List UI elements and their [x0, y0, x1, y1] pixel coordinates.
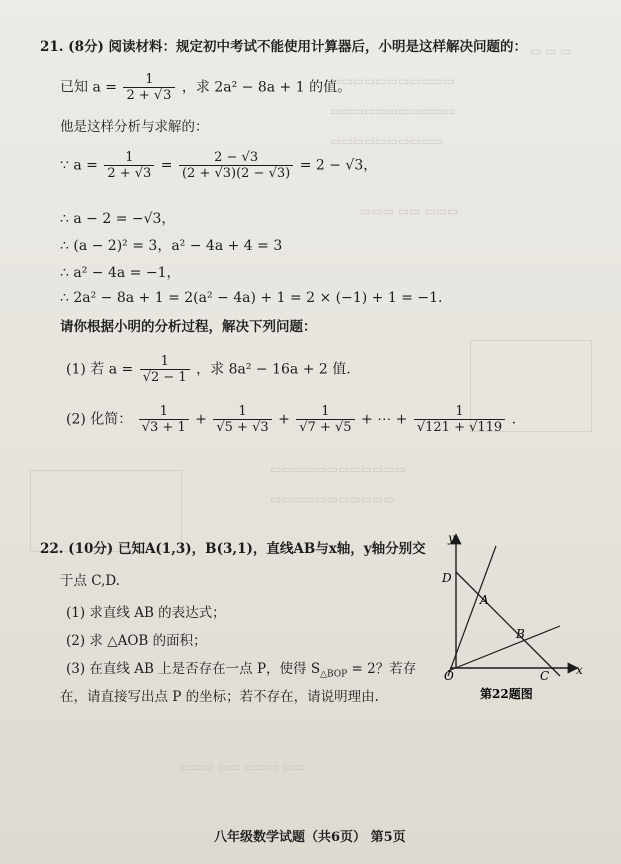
label-a: A: [480, 593, 489, 607]
bleed-through-text: ▭▭▭▭▭▭▭▭▭▭▭: [270, 492, 395, 506]
label-x: x: [576, 663, 583, 677]
part3-subscript: △BOP: [320, 669, 348, 680]
step1-fraction-2: [179, 150, 293, 181]
equals-sign: =: [160, 157, 173, 174]
operator: .: [511, 411, 517, 428]
operator: +: [195, 411, 207, 428]
step1-because: ∵ a =: [60, 157, 98, 174]
q21-step3: ∴ (a − 2)² = 3，a² − 4a + 4 = 3: [60, 238, 283, 254]
part2-term: [139, 404, 189, 435]
step1-result: = 2 − √3，: [299, 157, 378, 174]
q22-part2: (2) 求 △AOB 的面积；: [66, 633, 207, 649]
bleed-through-text: ▭▭▭▭▭▭▭▭▭▭▭: [330, 74, 455, 88]
bleed-through-text: ▭▭▭▭▭▭▭▭▭▭▭: [330, 104, 455, 118]
label-d: D: [442, 571, 452, 585]
q21-part2: [66, 404, 516, 435]
figure-caption: 第22题图: [480, 687, 533, 700]
bleed-through-text: ▭▭▭▭▭▭▭▭▭▭▭▭: [270, 462, 407, 476]
q22-line2: 于点 C,D.: [60, 573, 121, 589]
part2-term: [296, 404, 354, 435]
fraction-denominator: (2 + √3)(2 − √3): [179, 165, 293, 181]
ray-oa: [448, 546, 496, 676]
fraction-denominator: √7 + √5: [296, 419, 354, 435]
fraction-denominator: 2 + √3: [104, 165, 154, 181]
q21-part1: [66, 354, 351, 385]
page-footer: 八年级数学试题（共6页） 第5页: [214, 830, 406, 845]
part3-text: (3) 在直线 AB 上是否存在一点 P，使得 S: [66, 661, 321, 677]
fraction-numerator: 1: [159, 404, 168, 419]
fraction-numerator: 2 − √3: [214, 150, 259, 165]
fraction-denominator: 2 + √3: [123, 87, 175, 103]
label-y: y: [448, 531, 455, 545]
part2-prefix: (2) 化简：: [66, 411, 133, 428]
fraction-numerator: 1: [160, 354, 169, 369]
analysis-intro: 他是这样分析与求解的：: [60, 119, 209, 135]
fraction-numerator: 1: [238, 404, 247, 419]
part1-suffix: ，求 8a² − 16a + 2 值.: [196, 361, 351, 378]
q21-given: [60, 72, 351, 103]
fraction-denominator: √2 − 1: [140, 369, 190, 385]
q22-part3: [66, 660, 416, 684]
label-c: C: [540, 669, 550, 683]
bleed-through-text: ▭▭▭ ▭▭ ▭▭▭ ▭▭: [180, 760, 305, 774]
q22-part1: (1) 求直线 AB 的表达式；: [66, 605, 226, 621]
q22-figure: [428, 528, 598, 700]
fraction-numerator: 1: [145, 72, 154, 87]
radicand: 3: [163, 88, 172, 103]
fraction-denominator: √3 + 1: [139, 419, 189, 435]
fraction-numerator: 1: [455, 404, 464, 419]
q21-step5: ∴ 2a² − 8a + 1 = 2(a² − 4a) + 1 = 2 × (−1) + 1 = −1.: [60, 290, 443, 306]
part2-term: [213, 404, 271, 435]
fraction-denominator: √5 + √3: [213, 419, 271, 435]
bleed-through-text: ▭▭▭ ▭▭ ▭▭▭: [360, 204, 459, 218]
bleed-through-text: ▭▭▭▭▭▭▭▭▭▭: [330, 134, 444, 148]
q21-step1: [60, 150, 377, 181]
part3-text: = 2？若存: [347, 661, 417, 677]
denominator-text: 2 +: [126, 88, 154, 103]
q22-part3-cont: 在，请直接写出点 P 的坐标；若不存在，请说明理由.: [60, 689, 379, 705]
q21-instruction: 请你根据小明的分析过程，解决下列问题：: [60, 319, 317, 335]
q21-header: 21. (8分) 阅读材料：规定初中考试不能使用计算器后，小明是这样解决问题的：: [40, 39, 528, 55]
given-suffix: ，求 2a² − 8a + 1 的值。: [181, 79, 352, 96]
label-b: B: [516, 627, 525, 641]
q21-step4: ∴ a² − 4a = −1，: [60, 265, 181, 281]
fraction-denominator: √121 + √119: [414, 419, 505, 435]
label-o: O: [444, 669, 454, 683]
fraction-numerator: 1: [125, 150, 134, 165]
part1-prefix: (1) 若 a =: [66, 361, 134, 378]
given-prefix: 已知 a =: [60, 79, 117, 96]
fraction-numerator: 1: [321, 404, 330, 419]
q22-header: 22. (10分) 已知A(1,3)，B(3,1)，直线AB与x轴，y轴分别交: [40, 541, 426, 557]
operator: + ⋯ +: [361, 411, 408, 428]
part1-fraction: [140, 354, 190, 385]
part2-term: [414, 404, 505, 435]
ray-ob: [448, 626, 560, 671]
step1-fraction-1: [104, 150, 154, 181]
operator: +: [278, 411, 290, 428]
bleed-through-text: ▭ ▭ ▭: [530, 44, 572, 58]
given-fraction: [123, 72, 175, 103]
q21-step2: ∴ a − 2 = −√3，: [60, 211, 176, 227]
line-ab: [456, 572, 560, 676]
